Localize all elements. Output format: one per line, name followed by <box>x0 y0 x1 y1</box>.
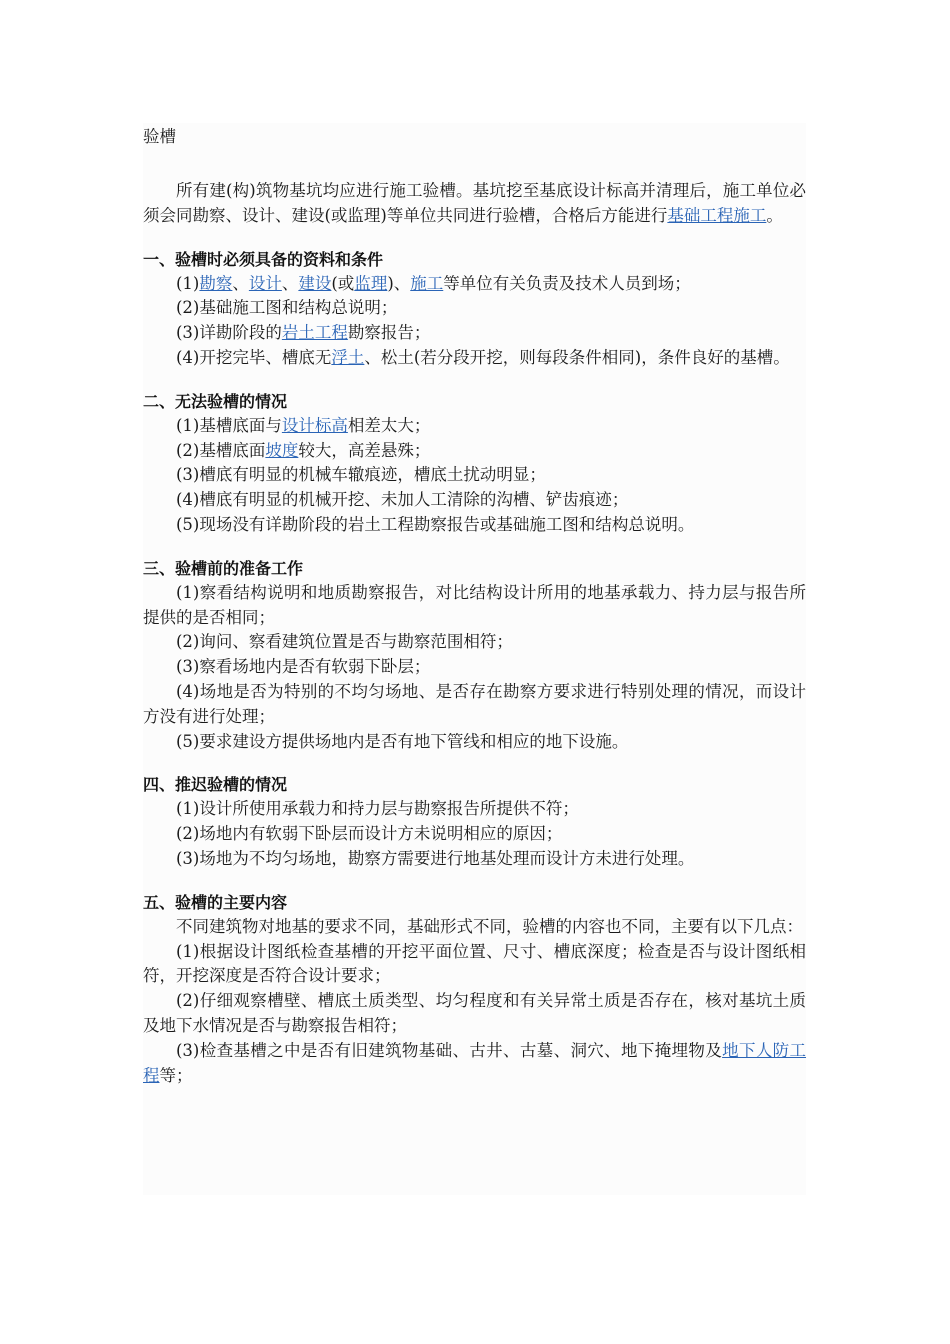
list-item: (1)勘察、设计、建设(或监理)、施工等单位有关负责及技术人员到场； <box>176 273 691 293</box>
list-item: (4)开挖完毕、槽底无浮土、松土(若分段开挖，则每段条件相同)，条件良好的基槽。 <box>176 347 790 367</box>
link-slope[interactable]: 坡度 <box>265 440 299 460</box>
list-item: (1)根据设计图纸检查基槽的开挖平面位置、尺寸、槽底深度；检查是否与设计图纸相符，开挖深度是否符合设计要求； <box>143 941 806 986</box>
link-design[interactable]: 设计 <box>248 273 282 293</box>
list-item: (2)场地内有软弱下卧层而设计方未说明相应的原因； <box>176 824 563 844</box>
list-item: (3)察看场地内是否有软弱下卧层； <box>176 657 431 677</box>
list-item: (4)槽底有明显的机械开挖、未加人工清除的沟槽、铲齿痕迹； <box>176 490 629 510</box>
section-heading-4: 四、推迟验槽的情况 <box>143 775 288 795</box>
document-content <box>143 123 806 1088</box>
section-heading-3: 三、验槽前的准备工作 <box>143 558 304 578</box>
section-heading-2: 二、无法验槽的情况 <box>143 391 288 411</box>
list-item: (2)基础施工图和结构总说明； <box>176 298 398 318</box>
link-construction[interactable]: 建设 <box>298 273 332 293</box>
link-loose-soil[interactable]: 浮土 <box>331 347 365 367</box>
link-supervision[interactable]: 监理 <box>354 273 388 293</box>
page-title: 验槽 <box>143 127 176 146</box>
section-heading-1: 一、验槽时必须具备的资料和条件 <box>143 249 384 269</box>
list-item: (1)察看结构说明和地质勘察报告，对比结构设计所用的地基承载力、持力层与报告所提供的是否相同； <box>143 582 806 627</box>
link-civil-defense[interactable]: 地下人防工程 <box>143 1040 807 1085</box>
list-item: (5)现场没有详勘阶段的岩土工程勘察报告或基础施工图和结构总说明。 <box>176 514 695 534</box>
section-heading-5: 五、验槽的主要内容 <box>143 892 288 912</box>
list-item: (3)检查基槽之中是否有旧建筑物基础、古井、古墓、洞穴、地下掩埋物及地下人防工程等； <box>143 1040 807 1085</box>
section-intro-paragraph: 不同建筑物对地基的要求不同，基础形式不同，验槽的内容也不同，主要有以下几点： <box>176 916 803 936</box>
document-page <box>143 123 806 1195</box>
list-item: (5)要求建设方提供场地内是否有地下管线和相应的地下设施。 <box>176 731 629 751</box>
link-geotechnical[interactable]: 岩土工程 <box>281 323 348 343</box>
list-item: (4)场地是否为特别的不均匀场地、是否存在勘察方要求进行特别处理的情况，而设计方没有进行处理； <box>143 681 806 726</box>
link-design-elevation[interactable]: 设计标高 <box>281 415 348 435</box>
list-item: (3)槽底有明显的机械车辙痕迹，槽底土扰动明显； <box>176 465 546 485</box>
link-building[interactable]: 施工 <box>410 273 444 293</box>
link-foundation-construction[interactable]: 基础工程施工 <box>667 205 767 225</box>
list-item: (2)仔细观察槽壁、槽底土质类型、均匀程度和有关异常土质是否存在，核对基坑土质及地下水情况是否与勘察报告相符； <box>143 991 806 1035</box>
list-item: (1)设计所使用承载力和持力层与勘察报告所提供不符； <box>176 799 579 819</box>
intro-paragraph: 所有建(构)筑物基坑均应进行施工验槽。基坑挖至基底设计标高并清理后，施工单位必须会同勘察、设计、建设(或监理)等单位共同进行验槽，合格后方能进行基础工程施工。 <box>143 181 806 225</box>
list-item: (3)详勘阶段的岩土工程勘察报告； <box>176 323 431 343</box>
list-item: (1)基槽底面与设计标高相差太大； <box>176 415 431 435</box>
link-survey[interactable]: 勘察 <box>199 273 233 293</box>
list-item: (2)基槽底面坡度较大，高差悬殊； <box>176 440 431 460</box>
list-item: (3)场地为不均匀场地，勘察方需要进行地基处理而设计方未进行处理。 <box>176 848 695 868</box>
list-item: (2)询问、察看建筑位置是否与勘察范围相符； <box>176 632 513 652</box>
